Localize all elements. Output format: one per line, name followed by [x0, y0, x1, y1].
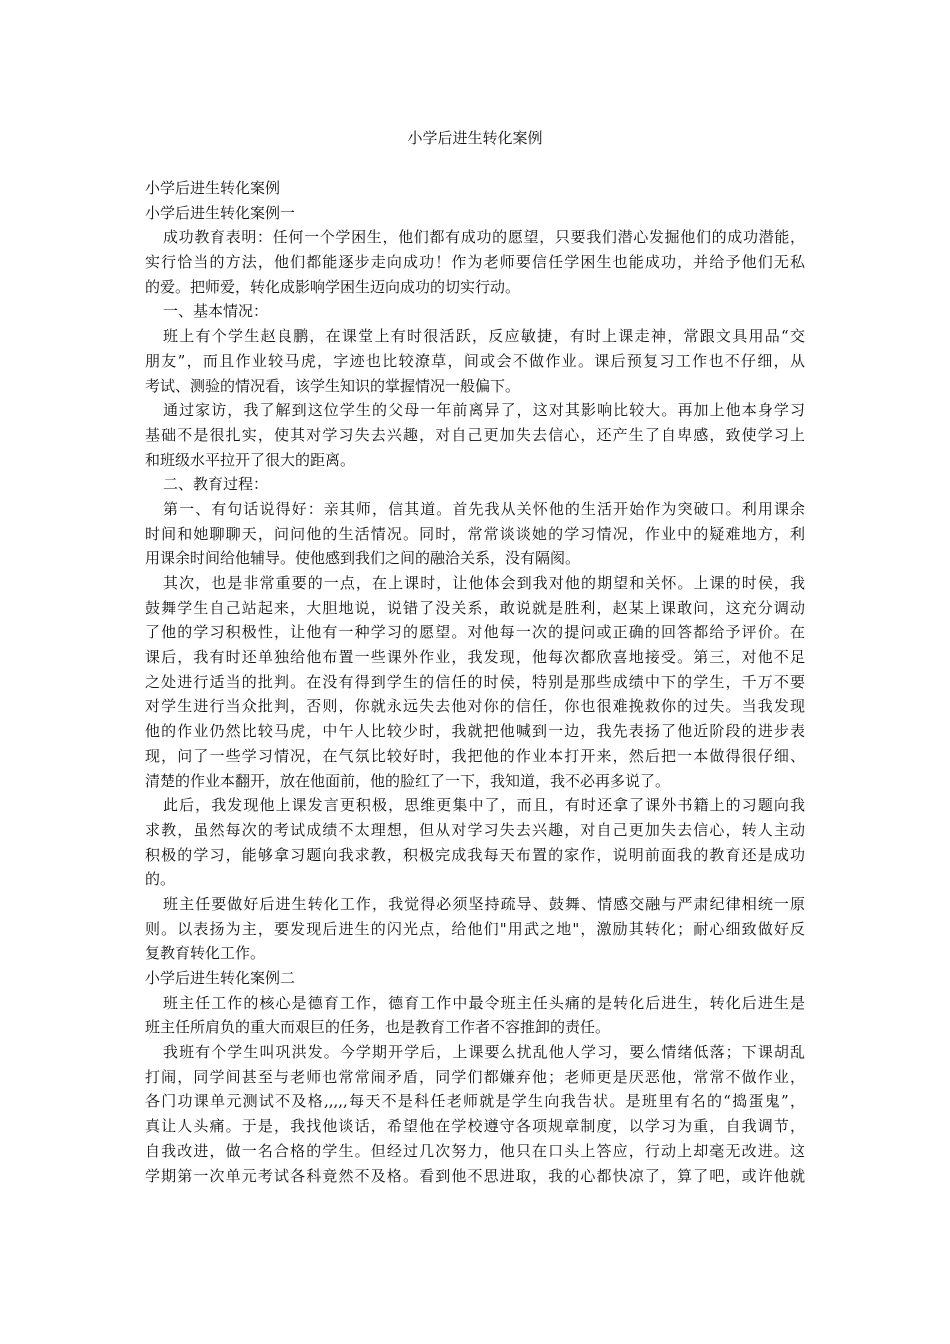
paragraph-line: 时间和她聊聊天，问问他的生活情况。同时，常常谈谈她的学习情况，作业中的疑难地方，利 — [145, 524, 805, 543]
paragraph-line: 班主任要做好后进生转化工作，我觉得必须坚持疏导、鼓舞、情感交融与严肃纪律相统一原 — [163, 894, 805, 913]
heading-line: 小学后进生转化案例 — [145, 179, 281, 197]
heading-line: 小学后进生转化案例二 — [145, 969, 296, 987]
section-title-line: 一、基本情况： — [163, 302, 269, 321]
paragraph-line: 我班有个学生叫巩洪发。今学期开学后，上课要么扰乱他人学习，要么情绪低落；下课胡乱 — [163, 1043, 805, 1062]
document-body — [145, 176, 805, 1188]
main-heading — [145, 176, 805, 201]
paragraph-line: 用课余时间给他辅导。使他感到我们之间的融洽关系，没有隔阂。 — [145, 549, 581, 568]
paragraph-line: 真让人头痛。于是，我找他谈话，希望他在学校遵守各项规章制度，以学习为重，自我调节， — [145, 1117, 805, 1136]
paragraph-line: 此后，我发现他上课发言更积极，思维更集中了，而且，有时还拿了课外书籍上的习题向我 — [163, 796, 805, 815]
paragraph-line: 的。 — [145, 870, 176, 889]
paragraph-line: 通过家访，我了解到这位学生的父母一年前离异了，这对其影响比较大。再加上他本身学习 — [163, 401, 805, 420]
paragraph-line: 鼓舞学生自己站起来，大胆地说，说错了没关系，敢说就是胜利，赵某上课敢问，这充分调动 — [145, 598, 805, 617]
paragraph-line: 对学生进行当众批判，否则，你就永远失去他对你的信任，你也很难挽救你的过失。当我发现 — [145, 697, 805, 716]
paragraph-situation-1 — [145, 324, 805, 398]
paragraph-line: 班上有个学生赵良鹏，在课堂上有时很活跃，反应敏捷，有时上课走神，常跟文具用品“交 — [163, 327, 805, 346]
paragraph-line: 考试、测验的情况看，该学生知识的掌握情况一般偏下。 — [145, 376, 521, 395]
paragraph-line: 之处进行适当的批判。在没有得到学生的信任的时侯，特别是那些成绩中下的学生，千万不要 — [145, 672, 805, 691]
document-title: 小学后进生转化案例 — [407, 129, 543, 147]
paragraph-line: 清楚的作业本翻开，放在他面前，他的脸红了一下，我知道，我不必再多说了。 — [145, 771, 671, 790]
paragraph-line: 朋友”，而且作业较马虎，字迹也比较潦草，间或会不做作业。课后预复习工作也不仔细，从 — [145, 351, 805, 370]
section-title-basic-situation — [145, 299, 805, 324]
case2-heading — [145, 966, 805, 991]
heading-line: 小学后进生转化案例一 — [145, 203, 296, 222]
case1-heading — [145, 201, 805, 226]
paragraph-process-3 — [145, 793, 805, 892]
paragraph-line: 班主任所肩负的重大而艰巨的任务，也是教育工作者不容推卸的责任。 — [145, 1018, 611, 1037]
section-title-line: 二、教育过程： — [163, 475, 269, 494]
paragraph-case2-story — [145, 1040, 805, 1188]
paragraph-line: 则。以表扬为主，要发现后进生的闪光点，给他们"用武之地"，激励其转化；耐心细致做好反 — [145, 919, 805, 938]
paragraph-line: 学期第一次单元考试各科竟然不及格。看到他不思进取，我的心都快凉了，算了吧，或许他就 — [145, 1166, 805, 1185]
paragraph-line: 第一、有句话说得好：亲其师，信其道。首先我从关怀他的生活开始作为突破口。利用课余 — [163, 499, 805, 518]
paragraph-line: 和班级水平拉开了很大的距离。 — [145, 450, 356, 469]
paragraph-case1-intro — [145, 225, 805, 299]
paragraph-line: 的爱。把师爱，转化成影响学困生迈向成功的切实行动。 — [145, 277, 521, 296]
paragraph-line: 自我改进，做一名合格的学生。但经过几次努力，他只在口头上答应，行动上却毫无改进。这 — [145, 1141, 805, 1160]
paragraph-line: 他的作业仍然比较马虎，中午人比较少时，我就把他喊到一边，我先表扬了他近阶段的进步表 — [145, 722, 805, 741]
paragraph-line: 了他的学习积极性，让他有一种学习的愿望。对他每一次的提问或正确的回答都给予评价。在 — [145, 623, 805, 642]
paragraph-line: 班主任工作的核心是德育工作，德育工作中最令班主任头痛的是转化后进生，转化后进生是 — [163, 993, 805, 1012]
paragraph-line: 积极的学习，能够拿习题向我求教，积极完成我每天布置的家作，说明前面我的教育还是成功 — [145, 845, 805, 864]
paragraph-line: 求教，虽然每次的考试成绩不太理想，但从对学习失去兴趣，对自己更加失去信心，转人主动 — [145, 820, 805, 839]
paragraph-case2-intro — [145, 991, 805, 1040]
paragraph-line: 现，问了一些学习情况，在气氛比较好时，我把他的作业本打开来，然后把一本做得很仔细、 — [145, 746, 805, 765]
paragraph-line: 成功教育表明：任何一个学困生，他们都有成功的愿望，只要我们潜心发掘他们的成功潜能， — [163, 228, 805, 247]
paragraph-line: 各门功课单元测试不及格,,,,,每天不是科任老师就是学生向我告状。是班里有名的“捣蛋鬼”， — [145, 1092, 805, 1111]
paragraph-line: 复教育转化工作。 — [145, 944, 266, 963]
paragraph-line: 课后，我有时还单独给他布置一些课外作业，我发现，他每次都欣喜地接受。第三，对他不足 — [145, 648, 805, 667]
paragraph-process-1 — [145, 497, 805, 571]
paragraph-line: 基础不是很扎实，使其对学习失去兴趣，对自己更加失去信心，还产生了自卑感，致使学习上 — [145, 425, 805, 444]
paragraph-process-2 — [145, 571, 805, 793]
section-title-education-process — [145, 472, 805, 497]
paragraph-line: 其次，也是非常重要的一点，在上课时，让他体会到我对他的期望和关怀。上课的时侯，我 — [163, 574, 805, 592]
paragraph-line: 实行恰当的方法，他们都能逐步走向成功！作为老师要信任学困生也能成功，并给予他们无私 — [145, 253, 805, 272]
paragraph-situation-2 — [145, 398, 805, 472]
paragraph-line: 打闹，同学间甚至与老师也常常闹矛盾，同学们都嫌弃他；老师更是厌恶他，常常不做作业， — [145, 1067, 805, 1086]
paragraph-conclusion — [145, 892, 805, 966]
